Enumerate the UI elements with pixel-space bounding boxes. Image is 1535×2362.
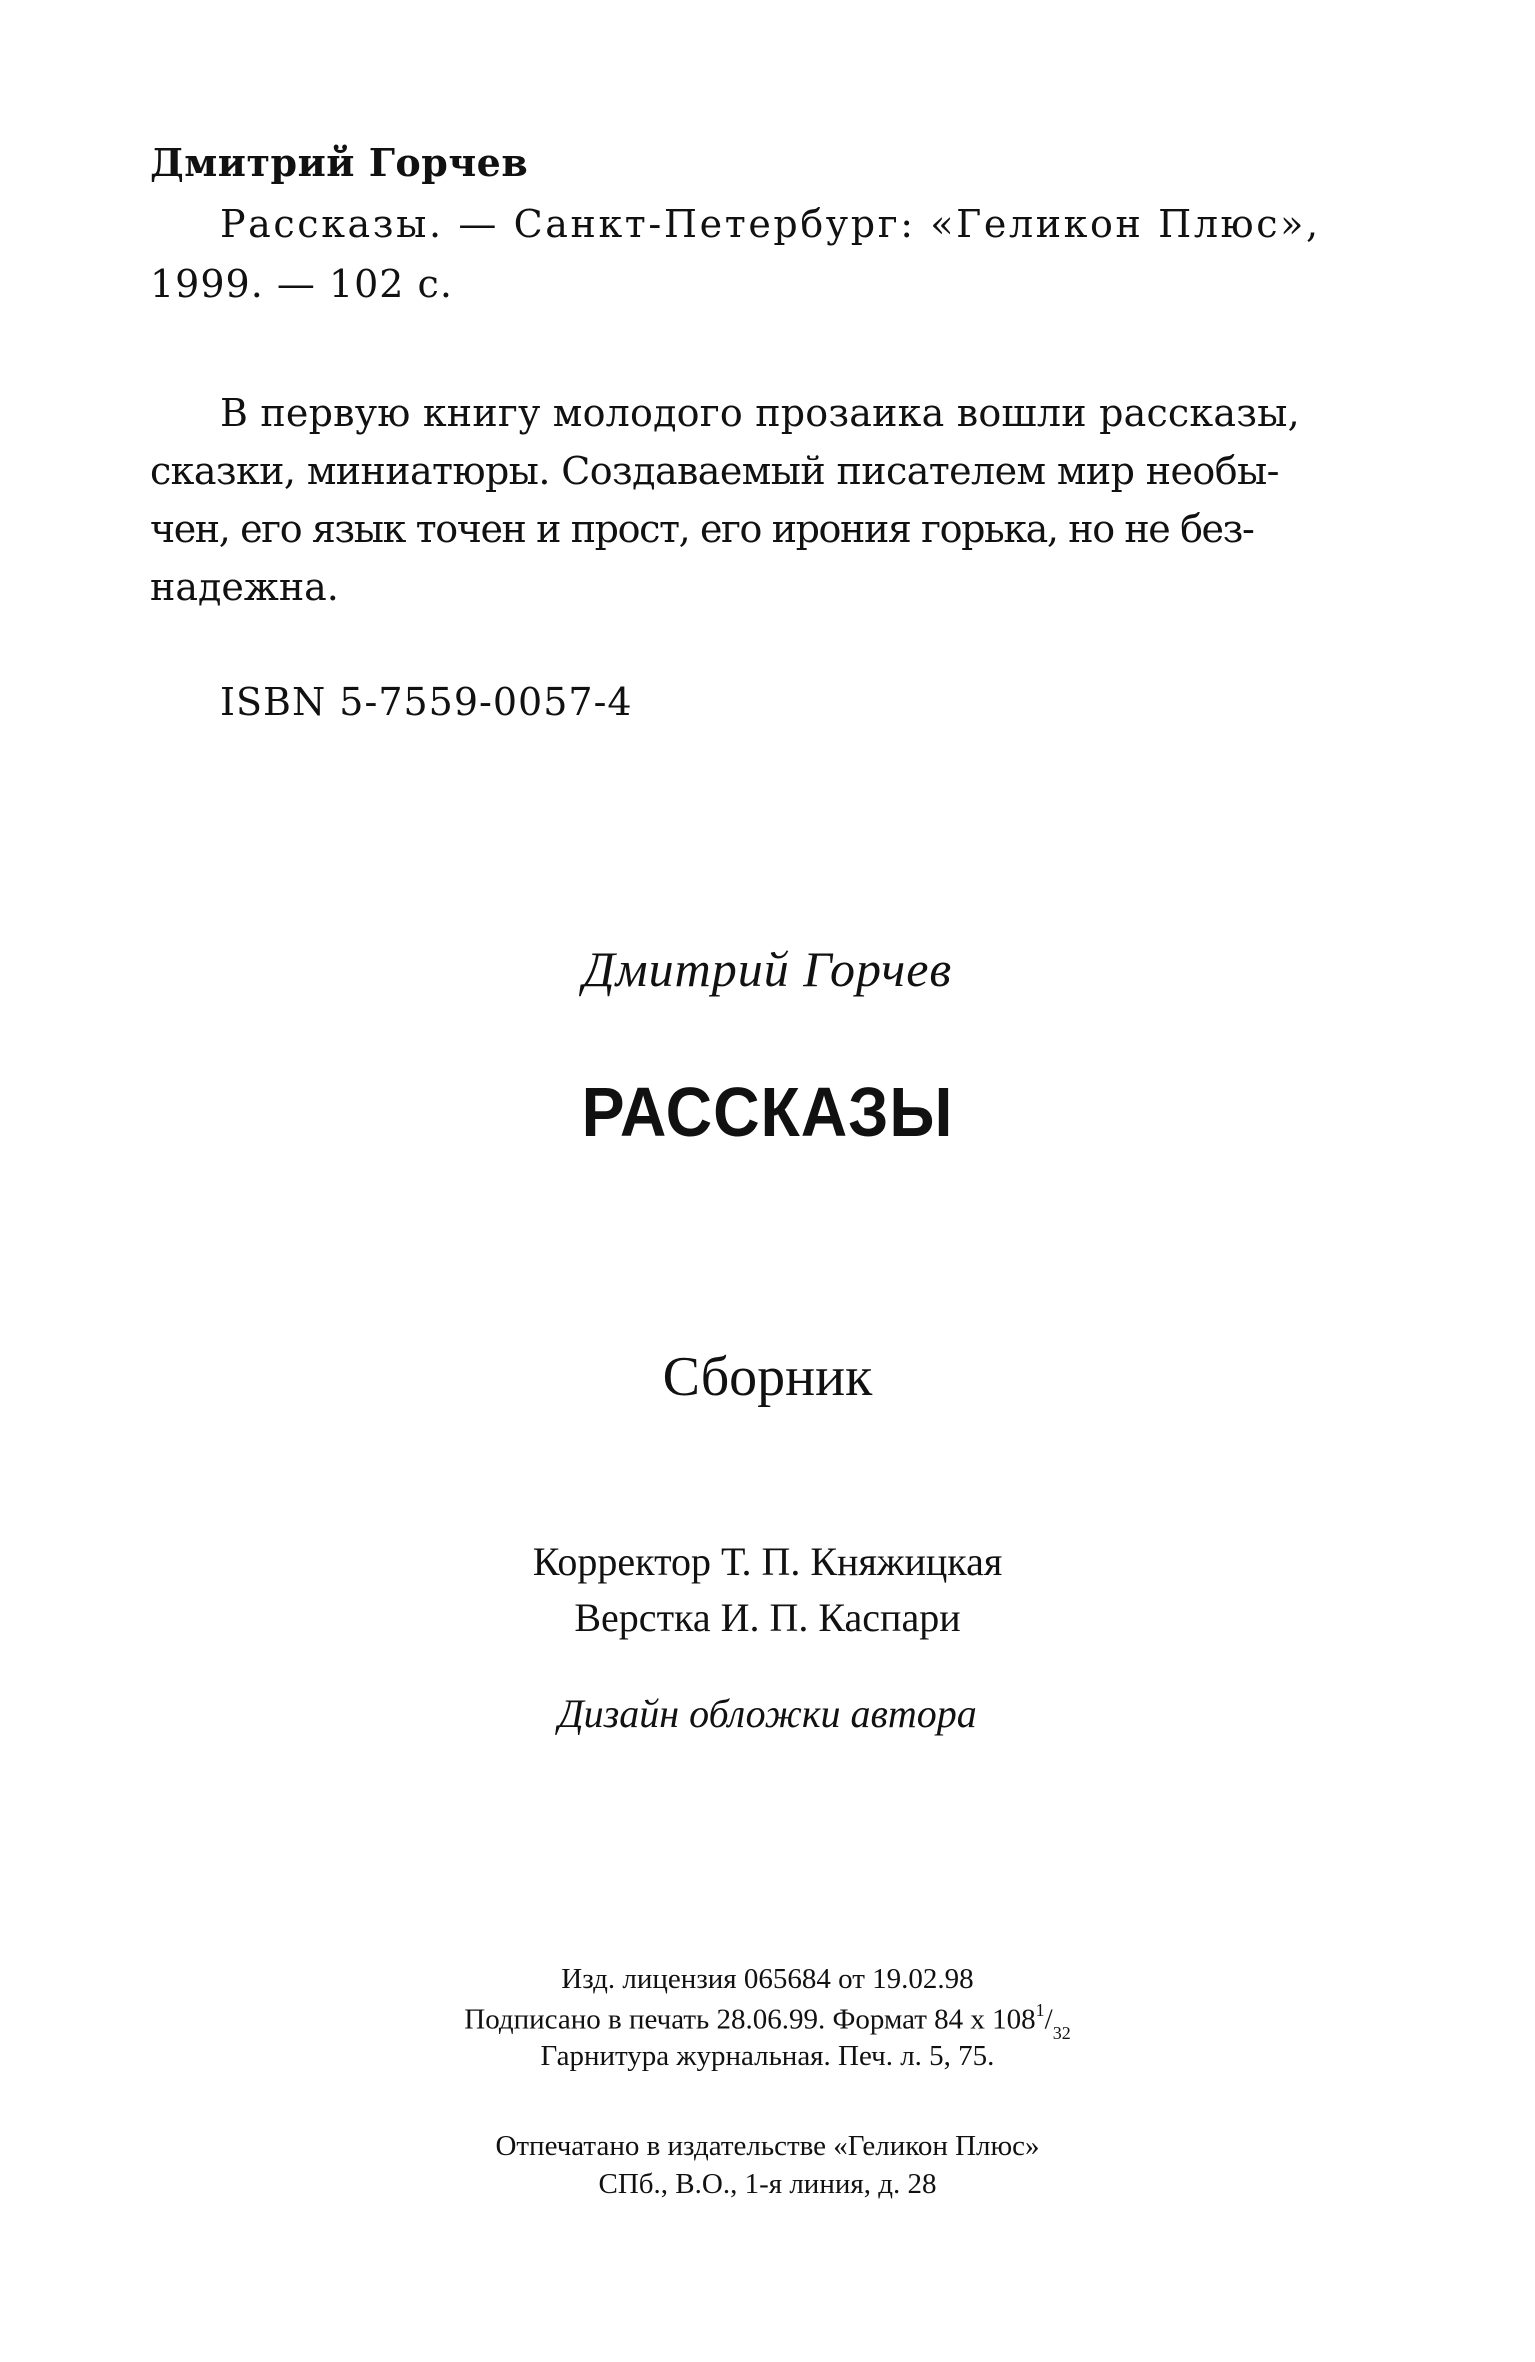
bibliography-line-2: 1999. — 102 с. <box>150 262 453 306</box>
signed-format-text: Подписано в печать 28.06.99. Формат 84 x 108 <box>464 2003 1036 2036</box>
isbn: ISBN 5-7559-0057-4 <box>220 680 633 724</box>
address-line: СПб., В.О., 1-я линия, д. 28 <box>598 2168 937 2200</box>
format-denominator: 32 <box>1052 2023 1071 2044</box>
signed-format-line <box>0 2000 1535 2044</box>
format-numerator: 1 <box>1035 2000 1045 2020</box>
annotation-line: надежна. <box>150 565 339 609</box>
annotation-line: В первую книгу молодого прозаика вошли рассказы, <box>220 391 1300 435</box>
title-page-author: Дмитрий Горчев <box>582 941 953 997</box>
annotation-line: сказки, миниатюры. Создаваемый писателем мир необы- <box>150 449 1279 493</box>
cover-design-credit: Дизайн обложки автора <box>558 1691 977 1736</box>
annotation-line: чен, его язык точен и прост, его ирония горька, но не без- <box>150 507 1254 551</box>
bibliography-line-1: Рассказы. — Санкт-Петербург: «Геликон Плюс», <box>220 202 1321 246</box>
license-line: Изд. лицензия 065684 от 19.02.98 <box>561 1963 974 1995</box>
proofreader-credit: Корректор Т. П. Княжицкая <box>532 1539 1003 1584</box>
printed-at-line: Отпечатано в издательстве «Геликон Плюс» <box>495 2130 1040 2162</box>
title-page-subtitle: Сборник <box>662 1346 873 1408</box>
typeface-line: Гарнитура журнальная. Печ. л. 5, 75. <box>540 2040 995 2072</box>
title-page-title: РАССКАЗЫ <box>581 1073 954 1151</box>
format-separator: / <box>1044 2003 1053 2036</box>
bibliography-author: Дмитрий Горчев <box>150 140 529 185</box>
layout-credit: Верстка И. П. Каспари <box>574 1595 961 1640</box>
